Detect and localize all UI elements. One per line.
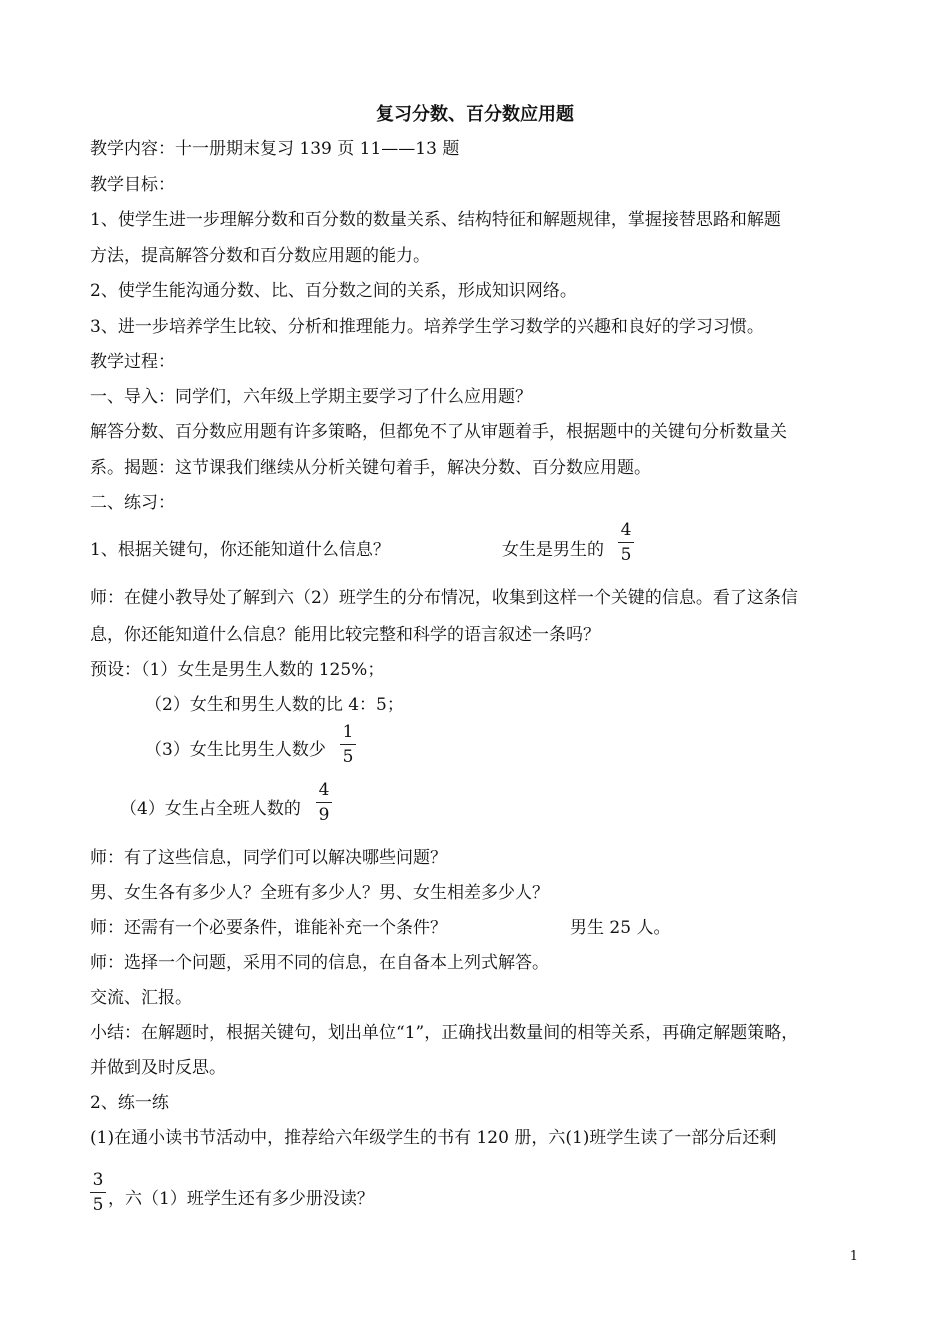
intro-2-line-2: 系。揭题：这节课我们继续从分析关键句着手，解决分数、百分数应用题。 bbox=[90, 458, 651, 478]
fraction-denominator: 5 bbox=[620, 545, 632, 565]
content-line: 教学内容：十一册期末复习 139 页 11——13 题 bbox=[90, 139, 460, 159]
questions: 男、女生各有多少人？全班有多少人？男、女生相差多少人？ bbox=[90, 883, 549, 903]
teacher-1-line-2: 息，你还能知道什么信息？能用比较完整和科学的语言叙述一条吗？ bbox=[90, 625, 600, 645]
fraction-bar bbox=[90, 1192, 106, 1193]
fraction-numerator: 4 bbox=[318, 780, 330, 800]
goal-1-line-1: 1、使学生进一步理解分数和百分数的数量关系、结构特征和解题规律，掌握接替思路和解题 bbox=[90, 210, 781, 230]
goal-1-line-2: 方法，提高解答分数和百分数应用题的能力。 bbox=[90, 246, 430, 266]
preset-2: （2）女生和男生人数的比 4：5； bbox=[145, 695, 404, 715]
page-number: 1 bbox=[849, 1249, 858, 1264]
problem-1-line-1: (1)在通小读书节活动中，推荐给六年级学生的书有 120 册，六(1)班学生读了一部分后还剩 bbox=[90, 1128, 777, 1148]
goal-2: 2、使学生能沟通分数、比、百分数之间的关系，形成知识网络。 bbox=[90, 281, 577, 301]
fraction-bar bbox=[340, 744, 356, 745]
summary-line-1: 小结：在解题时，根据关键句，划出单位“1”，正确找出数量间的相等关系，再确定解题策略， bbox=[90, 1023, 799, 1043]
fraction-4-9 bbox=[316, 782, 332, 824]
teacher-2: 师：有了这些信息，同学们可以解决哪些问题？ bbox=[90, 848, 447, 868]
fraction-denominator: 5 bbox=[342, 747, 354, 767]
process-label: 教学过程： bbox=[90, 352, 175, 372]
condition: 男生 25 人。 bbox=[570, 918, 671, 938]
preset-3: （3）女生比男生人数少 bbox=[145, 740, 326, 760]
practice-label: 二、练习： bbox=[90, 493, 175, 513]
problem-1-line-2: ，六（1）班学生还有多少册没读？ bbox=[108, 1189, 374, 1209]
intro-2-line-1: 解答分数、百分数应用题有许多策略，但都免不了从审题着手，根据题中的关键句分析数量关 bbox=[90, 422, 787, 442]
preset-4: （4）女生占全班人数的 bbox=[120, 799, 301, 819]
page-title: 复习分数、百分数应用题 bbox=[376, 104, 574, 125]
fraction-bar bbox=[316, 802, 332, 803]
goals-label: 教学目标： bbox=[90, 175, 175, 195]
fraction-bar bbox=[618, 542, 634, 543]
exchange: 交流、汇报。 bbox=[90, 988, 192, 1008]
fraction-denominator: 9 bbox=[318, 805, 330, 825]
fraction-numerator: 1 bbox=[342, 722, 354, 742]
teacher-4: 师：选择一个问题，采用不同的信息，在自备本上列式解答。 bbox=[90, 953, 549, 973]
question-1: 1、根据关键句，你还能知道什么信息？ bbox=[90, 540, 390, 560]
fraction-3-5 bbox=[90, 1172, 106, 1214]
summary-line-2: 并做到及时反思。 bbox=[90, 1058, 226, 1078]
teacher-1-line-1: 师：在健小教导处了解到六（2）班学生的分布情况，收集到这样一个关键的信息。看了这条信 bbox=[90, 588, 798, 608]
fraction-numerator: 4 bbox=[620, 520, 632, 540]
fraction-4-5 bbox=[618, 522, 634, 564]
teacher-3: 师：还需有一个必要条件，谁能补充一个条件？ bbox=[90, 918, 447, 938]
intro: 一、导入：同学们，六年级上学期主要学习了什么应用题？ bbox=[90, 387, 532, 407]
fraction-denominator: 5 bbox=[92, 1195, 104, 1215]
key-sentence: 女生是男生的 bbox=[502, 540, 604, 560]
practice-2-label: 2、练一练 bbox=[90, 1093, 169, 1113]
goal-3: 3、进一步培养学生比较、分析和推理能力。培养学生学习数学的兴趣和良好的学习习惯。 bbox=[90, 317, 764, 337]
fraction-numerator: 3 bbox=[92, 1170, 104, 1190]
fraction-1-5 bbox=[340, 724, 356, 766]
preset-1: 预设：（1）女生是男生人数的 125%； bbox=[90, 660, 385, 680]
